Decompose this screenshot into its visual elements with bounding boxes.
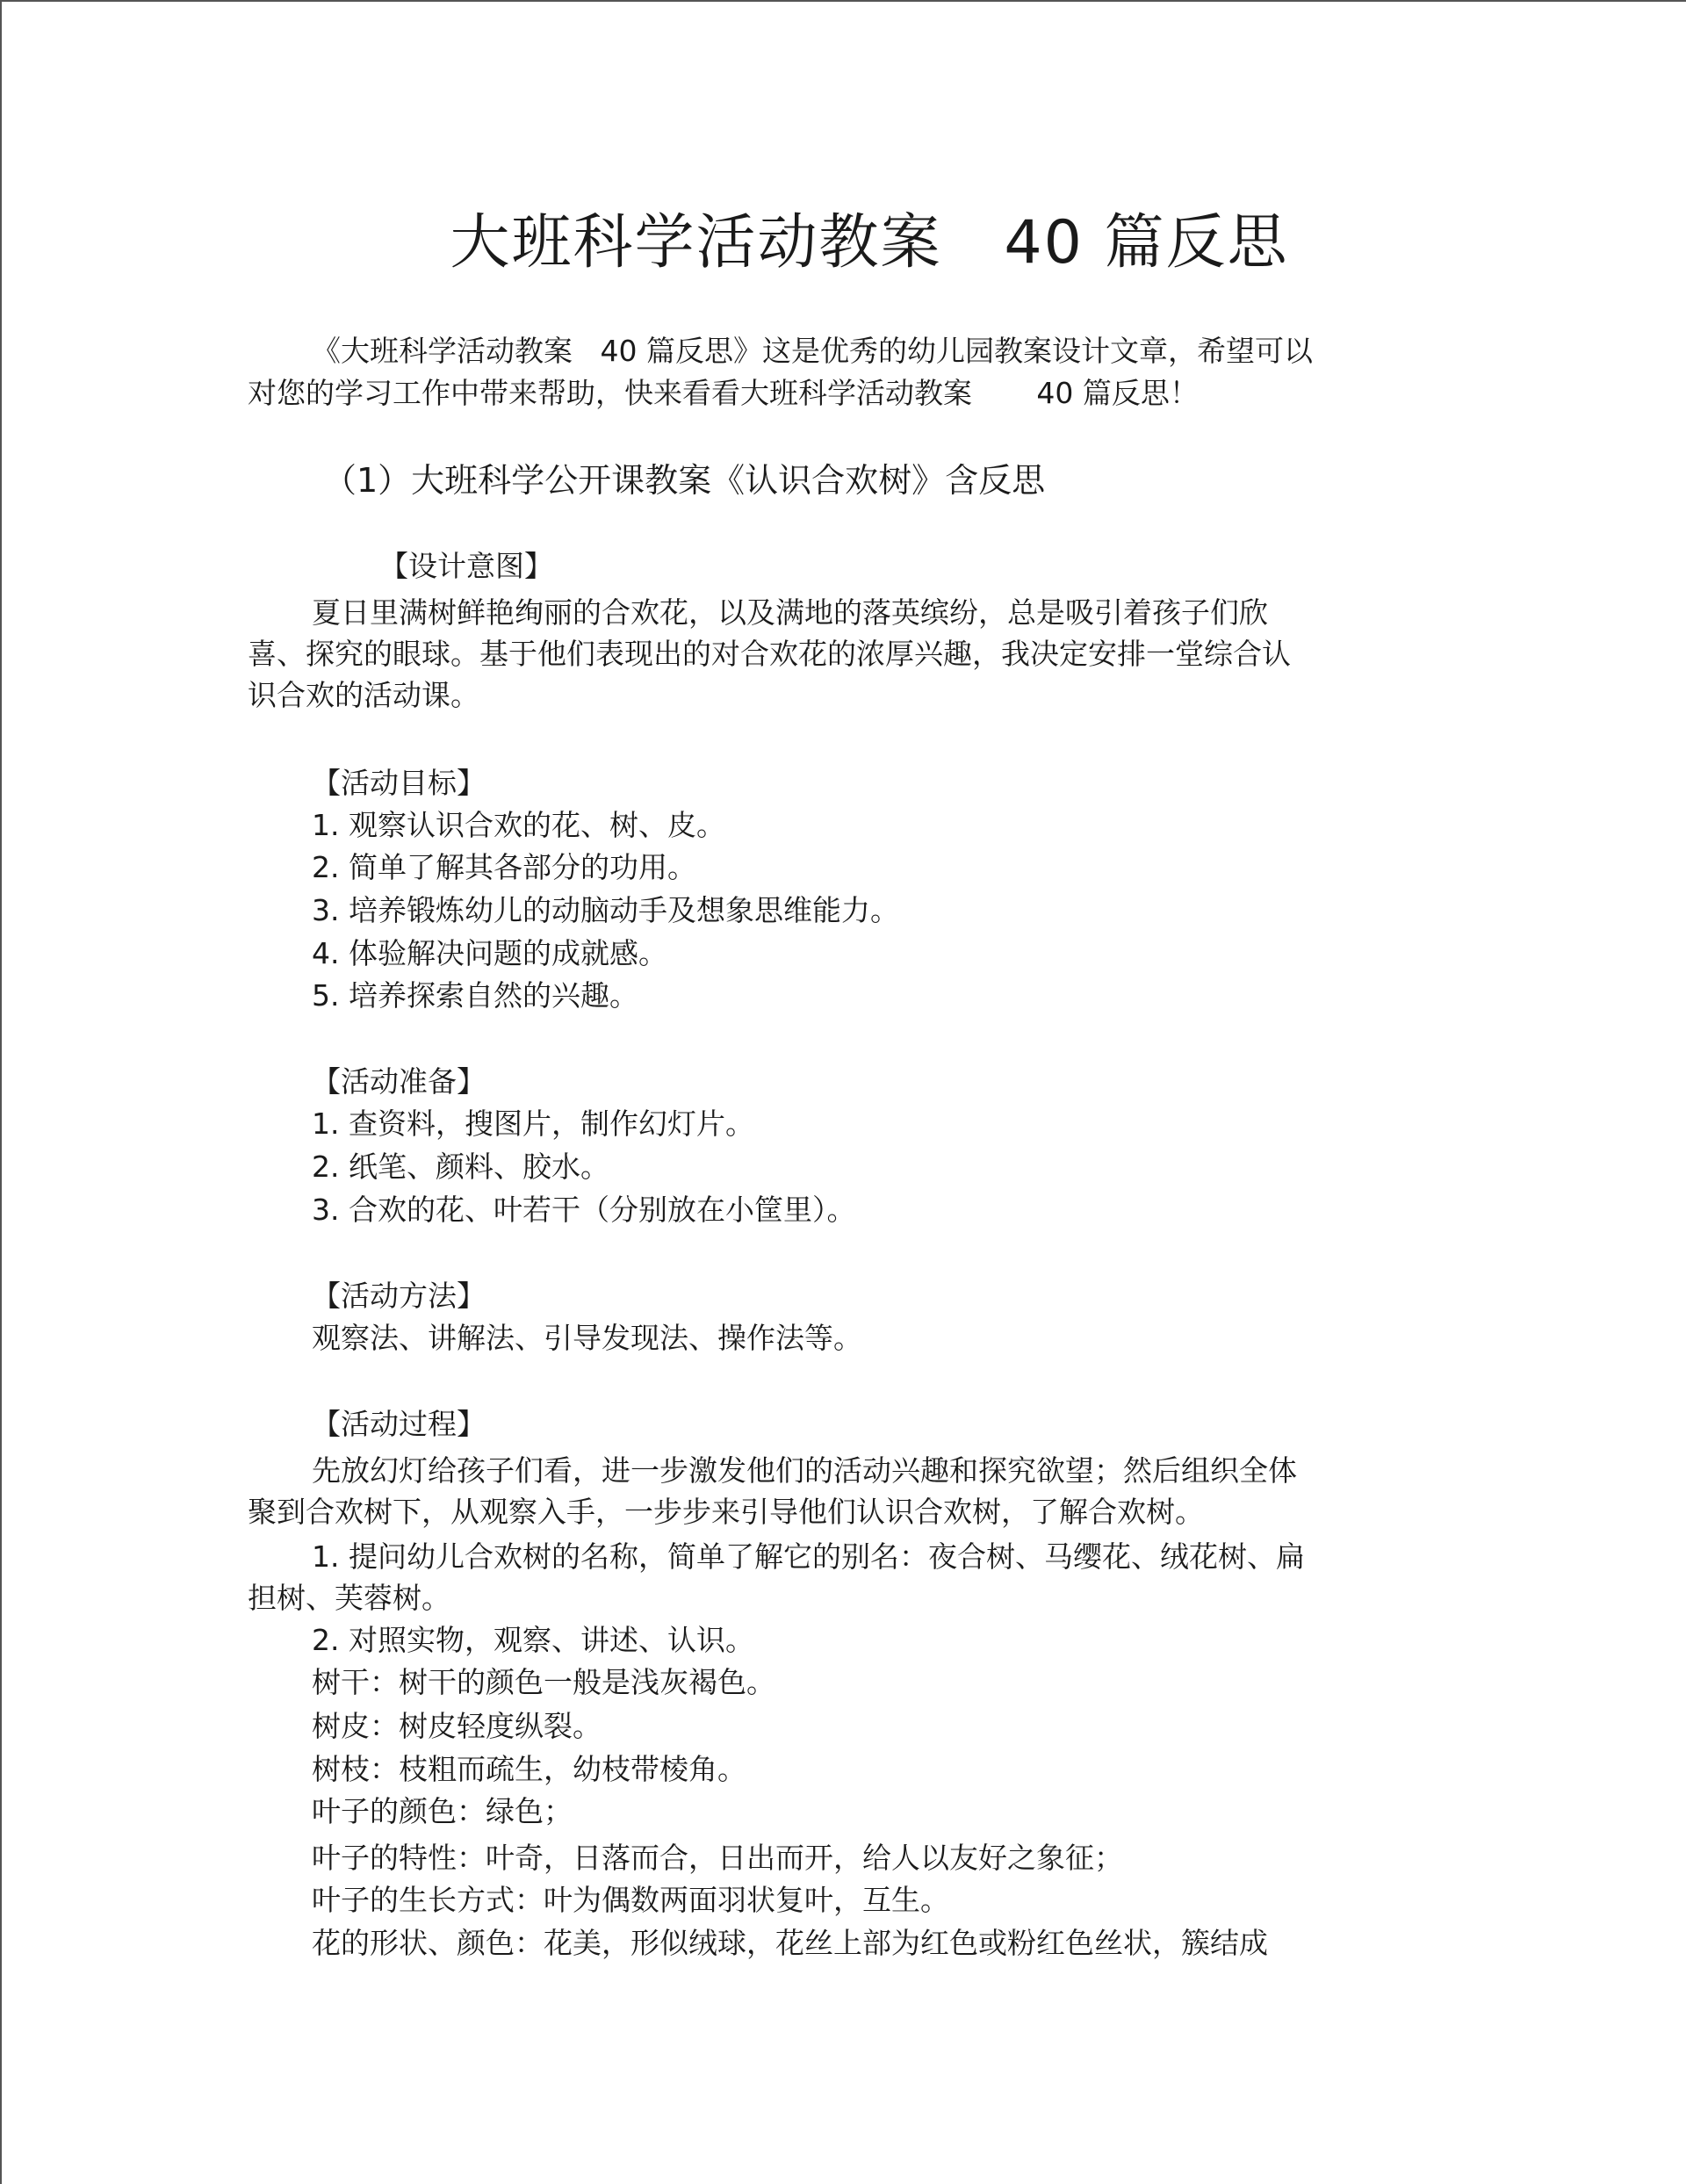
- goal-item: 3. 培养锻炼幼儿的动脑动手及想象思维能力。: [312, 893, 899, 927]
- process-line: 叶子的生长方式：叶为偶数两面羽状复叶，互生。: [312, 1883, 949, 1917]
- design-intent-line: 识合欢的活动课。: [248, 678, 479, 712]
- process-line: 担树、芙蓉树。: [248, 1581, 450, 1615]
- process-line: 树干：树干的颜色一般是浅灰褐色。: [312, 1665, 775, 1699]
- preparation-heading: 【活动准备】: [312, 1064, 486, 1099]
- goal-item: 1. 观察认识合欢的花、树、皮。: [312, 808, 725, 842]
- process-line: 1. 提问幼儿合欢树的名称，简单了解它的别名：夜合树、马缨花、绒花树、扁: [312, 1539, 1305, 1574]
- process-line: 先放幻灯给孩子们看，进一步激发他们的活动兴趣和探究欲望；然后组织全体: [312, 1453, 1297, 1488]
- design-intent-heading: 【设计意图】: [379, 549, 553, 583]
- section-heading: （1）大班科学公开课教案《认识合欢树》含反思: [323, 461, 1046, 500]
- methods-text: 观察法、讲解法、引导发现法、操作法等。: [312, 1321, 862, 1355]
- methods-heading: 【活动方法】: [312, 1279, 486, 1313]
- preparation-item: 2. 纸笔、颜料、胶水。: [312, 1150, 609, 1184]
- process-line: 树枝：枝粗而疏生，幼枝带棱角。: [312, 1752, 746, 1786]
- goal-item: 4. 体验解决问题的成就感。: [312, 936, 667, 970]
- process-line: 2. 对照实物，观察、讲述、认识。: [312, 1623, 754, 1657]
- preparation-item: 1. 查资料，搜图片，制作幻灯片。: [312, 1106, 754, 1141]
- intro-line-1: 《大班科学活动教案 40 篇反思》这是优秀的幼儿园教案设计文章，希望可以: [312, 334, 1313, 368]
- goal-item: 2. 简单了解其各部分的功用。: [312, 850, 696, 884]
- intro-line-2: 对您的学习工作中带来帮助，快来看看大班科学活动教案 40 篇反思！: [248, 376, 1199, 410]
- process-line: 聚到合欢树下，从观察入手，一步步来引导他们认识合欢树，了解合欢树。: [248, 1495, 1204, 1529]
- goal-item: 5. 培养探索自然的兴趣。: [312, 978, 638, 1013]
- process-line: 叶子的特性：叶奇，日落而合，日出而开，给人以友好之象征；: [312, 1841, 1123, 1875]
- process-line: 花的形状、颜色：花美，形似绒球，花丝上部为红色或粉红色丝状，簇结成: [312, 1926, 1268, 1960]
- process-heading: 【活动过程】: [312, 1407, 486, 1441]
- document-title: 大班科学活动教案 40 篇反思: [450, 208, 1289, 278]
- design-intent-line: 喜、探究的眼球。基于他们表现出的对合欢花的浓厚兴趣，我决定安排一堂综合认: [248, 637, 1291, 671]
- preparation-item: 3. 合欢的花、叶若干（分别放在小筐里）。: [312, 1193, 856, 1227]
- design-intent-line: 夏日里满树鲜艳绚丽的合欢花，以及满地的落英缤纷，总是吸引着孩子们欣: [312, 595, 1268, 630]
- goals-heading: 【活动目标】: [312, 766, 486, 800]
- process-line: 树皮：树皮轻度纵裂。: [312, 1709, 602, 1743]
- process-line: 叶子的颜色：绿色；: [312, 1794, 573, 1828]
